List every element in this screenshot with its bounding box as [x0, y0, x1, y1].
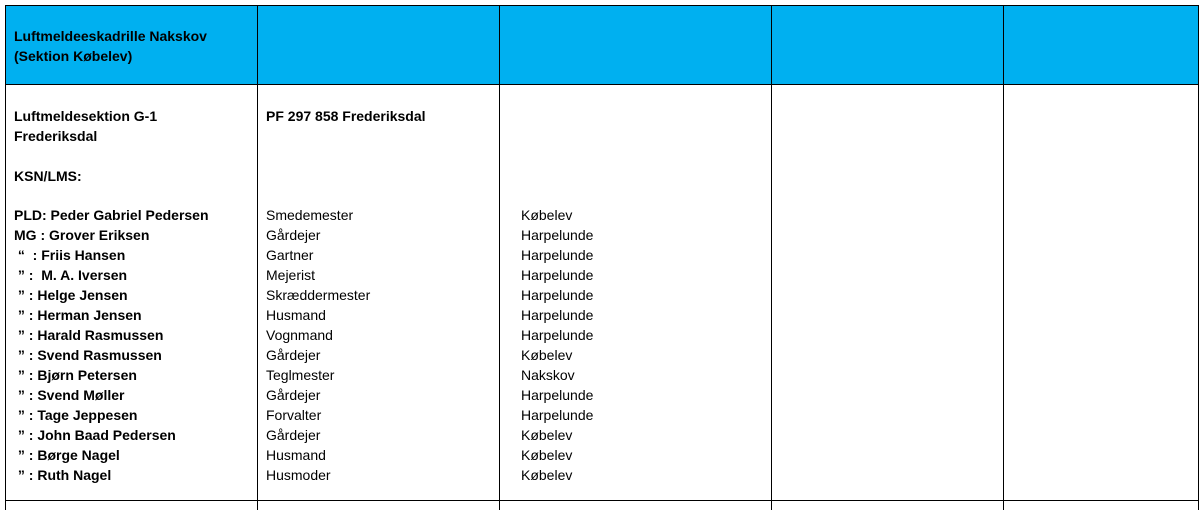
member-occupation: Smedemester [266, 207, 354, 223]
member-name: ” : Herman Jensen [14, 307, 142, 323]
member-names-column [14, 205, 209, 485]
table-border-left [5, 5, 6, 510]
member-occupation: Forvalter [266, 407, 322, 423]
header-title-line-2: (Sektion Købelev) [14, 48, 133, 64]
member-occupation: Gartner [266, 247, 314, 263]
member-occupation: Husmand [266, 447, 326, 463]
member-occupation: Husmoder [266, 467, 331, 483]
member-name: ” : Harald Rasmussen [14, 327, 164, 343]
section-title-line-2: Frederiksdal [14, 128, 98, 144]
pf-number: PF 297 858 Frederiksdal [266, 108, 426, 124]
member-name: ” : Svend Rasmussen [14, 347, 162, 363]
member-name: PLD: Peder Gabriel Pedersen [14, 207, 209, 223]
member-name: “ : Friis Hansen [14, 247, 126, 263]
member-place: Købelev [521, 467, 573, 483]
section-title-line-1: Luftmeldesektion G-1 [14, 108, 158, 124]
member-occupation: Skræddermester [266, 287, 371, 303]
member-place: Harpelunde [521, 287, 594, 303]
header-title-line-1: Luftmeldeeskadrille Nakskov [14, 28, 207, 44]
member-occupation: Mejerist [266, 267, 316, 283]
member-occupation: Husmand [266, 307, 326, 323]
member-name: ” : Ruth Nagel [14, 467, 112, 483]
member-occupation: Gårdejer [266, 427, 321, 443]
member-name: ” : M. A. Iversen [14, 267, 128, 283]
member-place: Harpelunde [521, 307, 594, 323]
member-occupation: Vognmand [266, 327, 333, 343]
table-border-right [1198, 5, 1199, 510]
member-name: MG : Grover Eriksen [14, 227, 150, 243]
member-place: Købelev [521, 427, 573, 443]
member-place: Harpelunde [521, 227, 594, 243]
member-places-column [521, 205, 593, 485]
table-border-row-bottom [5, 500, 1199, 501]
member-name: ” : Bjørn Petersen [14, 367, 137, 383]
table-border-top [5, 5, 1199, 6]
member-occupation: Gårdejer [266, 387, 321, 403]
table-column-divider-1 [257, 5, 258, 510]
member-occupation: Teglmester [266, 367, 335, 383]
member-place: Købelev [521, 447, 573, 463]
member-place: Harpelunde [521, 327, 594, 343]
section-title [14, 106, 157, 146]
table-border-header-bottom [5, 84, 1199, 85]
member-occupation: Gårdejer [266, 227, 321, 243]
table-column-divider-2 [499, 5, 500, 510]
member-place: Harpelunde [521, 267, 594, 283]
member-name: ” : Helge Jensen [14, 287, 128, 303]
member-name: ” : Børge Nagel [14, 447, 120, 463]
member-occupation: Gårdejer [266, 347, 321, 363]
table-column-divider-4 [1003, 5, 1004, 510]
member-place: Købelev [521, 347, 573, 363]
member-place: Købelev [521, 207, 573, 223]
header-title [14, 26, 207, 66]
member-place: Harpelunde [521, 247, 594, 263]
member-name: ” : John Baad Pedersen [14, 427, 176, 443]
table-column-divider-3 [771, 5, 772, 510]
member-name: ” : Tage Jeppesen [14, 407, 138, 423]
member-name: ” : Svend Møller [14, 387, 125, 403]
member-place: Nakskov [521, 367, 575, 383]
member-place: Harpelunde [521, 387, 594, 403]
member-occupations-column [266, 205, 370, 485]
member-place: Harpelunde [521, 407, 594, 423]
ksn-label: KSN/LMS: [14, 168, 82, 184]
